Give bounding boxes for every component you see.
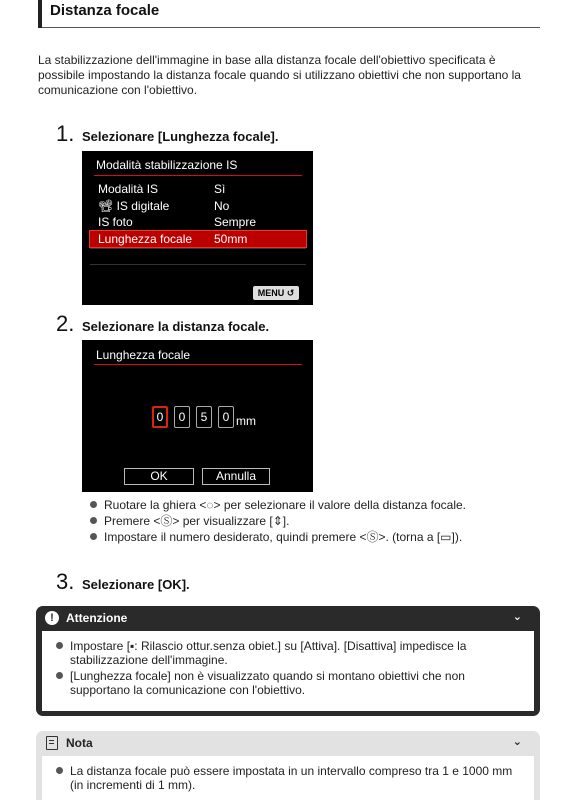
note-body bbox=[42, 756, 534, 800]
step-2 bbox=[56, 311, 269, 337]
attention-box bbox=[36, 606, 540, 716]
screen-title: Lunghezza focale bbox=[96, 348, 191, 362]
menu-row-value: Sempre bbox=[214, 215, 257, 229]
cancel-button[interactable]: Annulla bbox=[202, 468, 270, 485]
step-text: Selezionare la distanza focale. bbox=[82, 319, 270, 334]
menu-row-is-mode[interactable] bbox=[90, 181, 306, 197]
list-item: La distanza focale può essere impostata in un intervallo compreso tra 1 e 1000 mm (in incrementi di 1 mm). bbox=[54, 764, 524, 792]
list-item: Premere <Ⓢ> per visualizzare [⇕]. bbox=[88, 513, 528, 529]
menu-back-button[interactable]: MENU ↺ bbox=[253, 286, 299, 300]
movie-camera-icon: 📽 bbox=[98, 199, 114, 213]
empty-menu-row bbox=[90, 264, 306, 279]
menu-row-label: IS foto bbox=[98, 215, 133, 229]
note-title: Nota bbox=[66, 736, 93, 750]
menu-row-focal-length[interactable] bbox=[90, 231, 306, 247]
menu-row-value: No bbox=[214, 199, 230, 213]
ok-button[interactable]: OK bbox=[124, 468, 194, 485]
section-header bbox=[38, 0, 540, 28]
warning-icon: ! bbox=[45, 611, 59, 625]
note-box bbox=[36, 731, 540, 800]
page-title: Distanza focale bbox=[50, 2, 160, 19]
menu-row-digital-is[interactable] bbox=[90, 198, 306, 214]
digit-field[interactable]: 5 bbox=[196, 406, 212, 428]
intro-text: La stabilizzazione dell'immagine in base alla distanza focale dell'obiettivo specificata è possibile impostando la distanza focale quando si utilizzano obiettivi che non supportano la comunicazione con l'obiettivo. bbox=[38, 53, 521, 97]
unit-label: mm bbox=[236, 414, 256, 428]
step-number: 1. bbox=[56, 121, 75, 146]
chevron-down-icon[interactable]: ⌄ bbox=[512, 611, 522, 623]
step-1 bbox=[56, 121, 279, 147]
list-item: [Lunghezza focale] non è visualizzato quando si montano obiettivi che non supportano la comunicazione con l'obiettivo. bbox=[54, 669, 524, 697]
empty-menu-row bbox=[90, 248, 306, 263]
note-header[interactable] bbox=[36, 731, 540, 755]
camera-menu-screen bbox=[82, 151, 313, 305]
step-3 bbox=[56, 569, 190, 595]
menu-row-value: Sì bbox=[214, 182, 226, 196]
digit-field[interactable]: 0 bbox=[218, 406, 234, 428]
menu-row-label: Modalità IS bbox=[98, 182, 159, 196]
list-item: Impostare [▪: Rilascio ottur.senza obiet.] su [Attiva]. [Disattiva] impedisce la stabilizzazione dell'immagine. bbox=[54, 639, 524, 667]
attention-title: Attenzione bbox=[66, 611, 128, 625]
instruction-list bbox=[88, 497, 528, 545]
menu-row-label-wrap bbox=[98, 199, 169, 213]
step-number: 2. bbox=[56, 311, 75, 336]
menu-row-label: Lunghezza focale bbox=[98, 232, 193, 246]
digit-field[interactable]: 0 bbox=[174, 406, 190, 428]
note-icon bbox=[46, 736, 58, 750]
focal-length-digits bbox=[152, 406, 256, 428]
step-number: 3. bbox=[56, 569, 75, 594]
list-item: Impostare il numero desiderato, quindi premere <Ⓢ>. (torna a [▭]). bbox=[88, 529, 528, 545]
title-underline bbox=[94, 175, 302, 176]
chevron-down-icon[interactable]: ⌄ bbox=[512, 736, 522, 748]
list-item: Ruotare la ghiera <◌> per selezionare il valore della distanza focale. bbox=[88, 497, 528, 513]
screen-title: Modalità stabilizzazione IS bbox=[96, 158, 238, 172]
title-underline bbox=[94, 364, 302, 365]
header-bar bbox=[38, 0, 42, 28]
digit-field[interactable]: 0 bbox=[152, 406, 168, 428]
step-text: Selezionare [Lunghezza focale]. bbox=[82, 129, 279, 144]
menu-row-photo-is[interactable] bbox=[90, 214, 306, 230]
attention-body bbox=[42, 631, 534, 711]
focal-length-screen bbox=[82, 340, 313, 492]
menu-row-value: 50mm bbox=[214, 232, 248, 246]
step-text: Selezionare [OK]. bbox=[82, 577, 190, 592]
menu-row-label: IS digitale bbox=[116, 199, 170, 213]
attention-header[interactable] bbox=[36, 606, 540, 630]
